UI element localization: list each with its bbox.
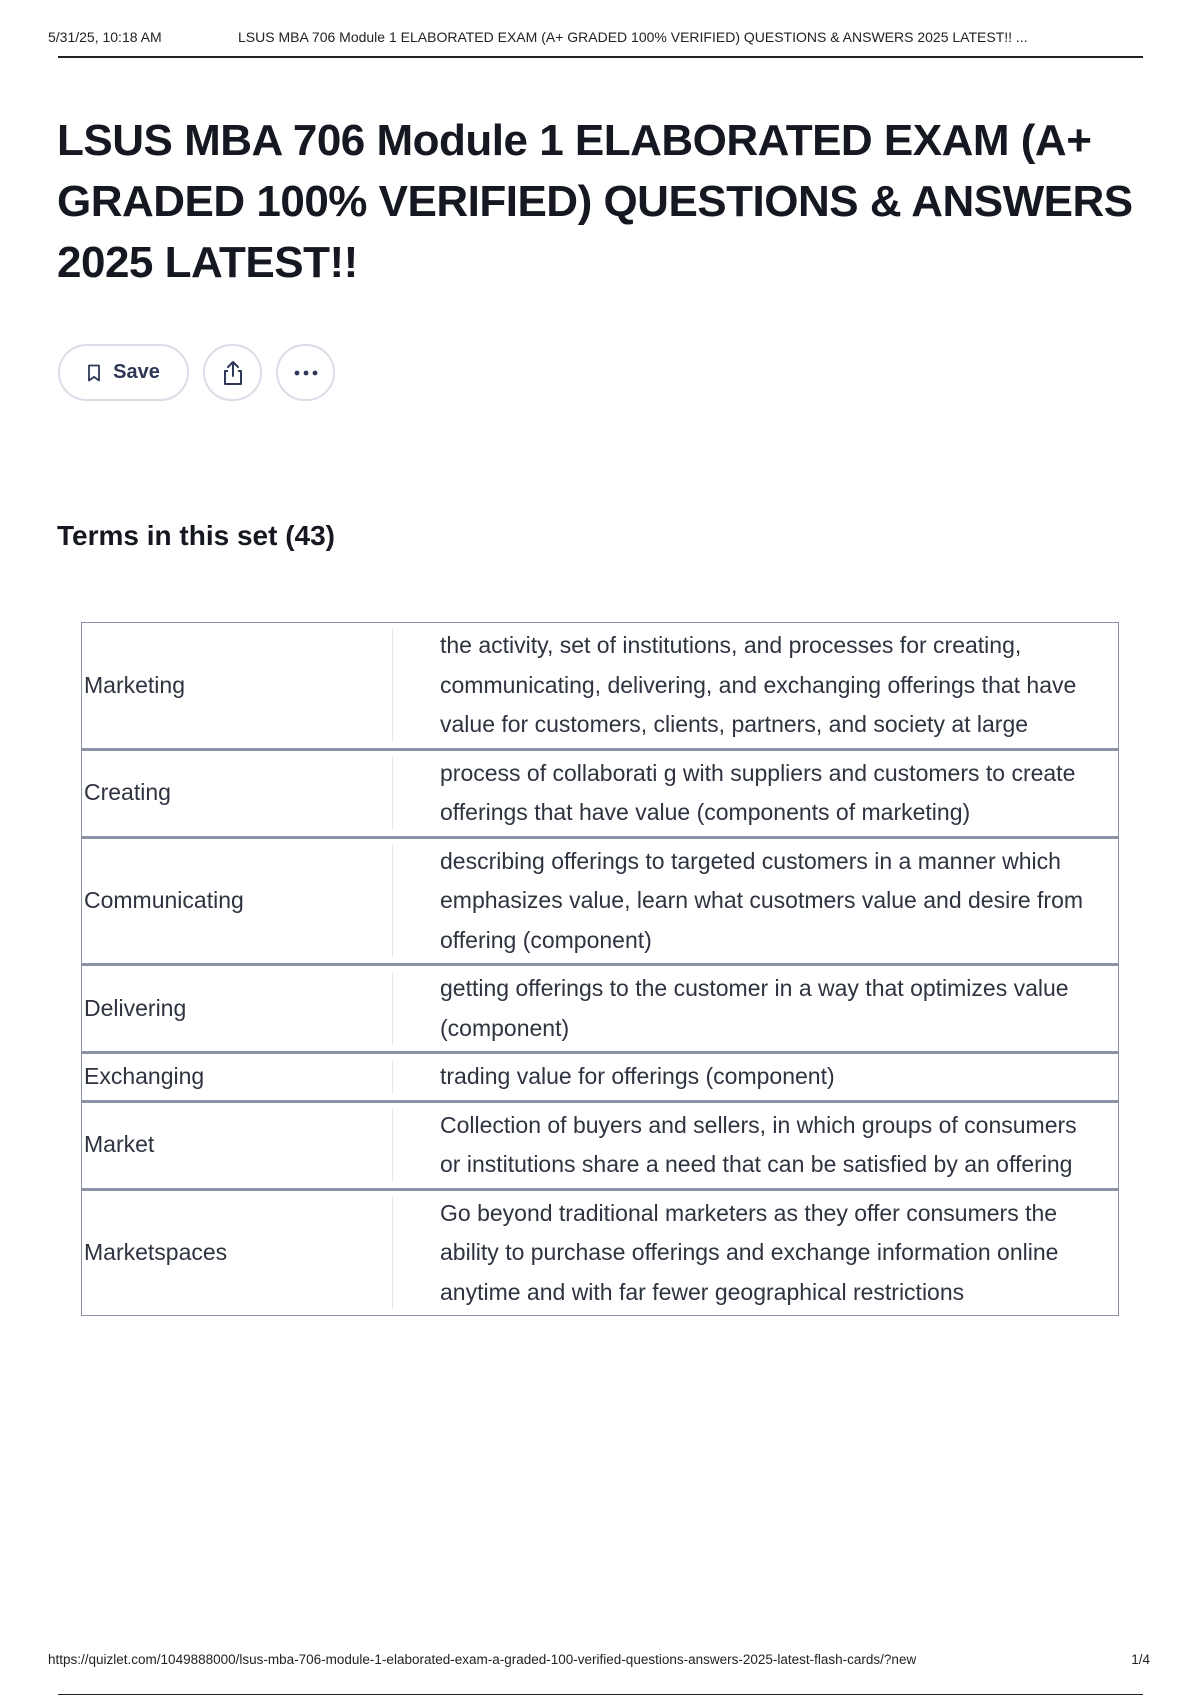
action-bar xyxy=(58,344,335,401)
more-options-button[interactable] xyxy=(276,344,335,401)
term-row xyxy=(82,1053,1119,1102)
term-cell: Creating xyxy=(82,749,393,837)
print-header xyxy=(48,29,1146,45)
page-number: 1/4 xyxy=(1131,1652,1150,1667)
term-cell: Delivering xyxy=(82,965,393,1053)
term-cell: Marketing xyxy=(82,623,393,750)
term-cell: Marketspaces xyxy=(82,1189,393,1316)
terms-table xyxy=(81,622,1119,1316)
header-divider xyxy=(58,56,1143,58)
definition-cell: Go beyond traditional marketers as they offer consumers the ability to purchase offerings and exchange information online anytime and with far fewer geographical restrictions xyxy=(392,1189,1119,1316)
bookmark-icon xyxy=(87,364,101,382)
save-button-label: Save xyxy=(113,361,160,383)
definition-cell: Collection of buyers and sellers, in which groups of consumers or institutions share a need that can be satisfied by an offering xyxy=(392,1101,1119,1189)
term-row xyxy=(82,837,1119,965)
terms-heading: Terms in this set (43) xyxy=(57,520,336,551)
more-icon xyxy=(292,369,320,377)
definition-cell: the activity, set of institutions, and processes for creating, communicating, delivering, and exchanging offerings that have value for customers, clients, partners, and society at large xyxy=(392,623,1119,750)
definition-cell: getting offerings to the customer in a way that optimizes value (component) xyxy=(392,965,1119,1053)
print-doc-title: LSUS MBA 706 Module 1 ELABORATED EXAM (A+ GRADED 100% VERIFIED) QUESTIONS & ANSWERS 2025 LATEST!! ... xyxy=(238,29,1028,45)
term-row xyxy=(82,1189,1119,1316)
definition-cell: describing offerings to targeted customers in a manner which emphasizes value, learn what cusotmers value and desire from offering (component) xyxy=(392,837,1119,965)
definition-cell: process of collaborati g with suppliers and customers to create offerings that have value (components of marketing) xyxy=(392,749,1119,837)
term-cell: Exchanging xyxy=(82,1053,393,1102)
share-icon xyxy=(220,359,246,387)
footer-divider xyxy=(58,1694,1143,1695)
term-row xyxy=(82,749,1119,837)
save-button[interactable] xyxy=(58,344,189,401)
definition-cell: trading value for offerings (component) xyxy=(392,1053,1119,1102)
share-button[interactable] xyxy=(203,344,262,401)
print-footer xyxy=(48,1652,1150,1667)
term-cell: Market xyxy=(82,1101,393,1189)
term-row xyxy=(82,1101,1119,1189)
print-datetime: 5/31/25, 10:18 AM xyxy=(48,29,162,45)
term-row xyxy=(82,623,1119,750)
term-cell: Communicating xyxy=(82,837,393,965)
print-url: https://quizlet.com/1049888000/lsus-mba-706-module-1-elaborated-exam-a-graded-100-verified-questions-answers-2025-latest-flash-cards/?new xyxy=(48,1652,917,1667)
page-title: LSUS MBA 706 Module 1 ELABORATED EXAM (A+ GRADED 100% VERIFIED) QUESTIONS & ANSWERS 2025 LATEST!! xyxy=(57,116,1133,287)
term-row xyxy=(82,965,1119,1053)
